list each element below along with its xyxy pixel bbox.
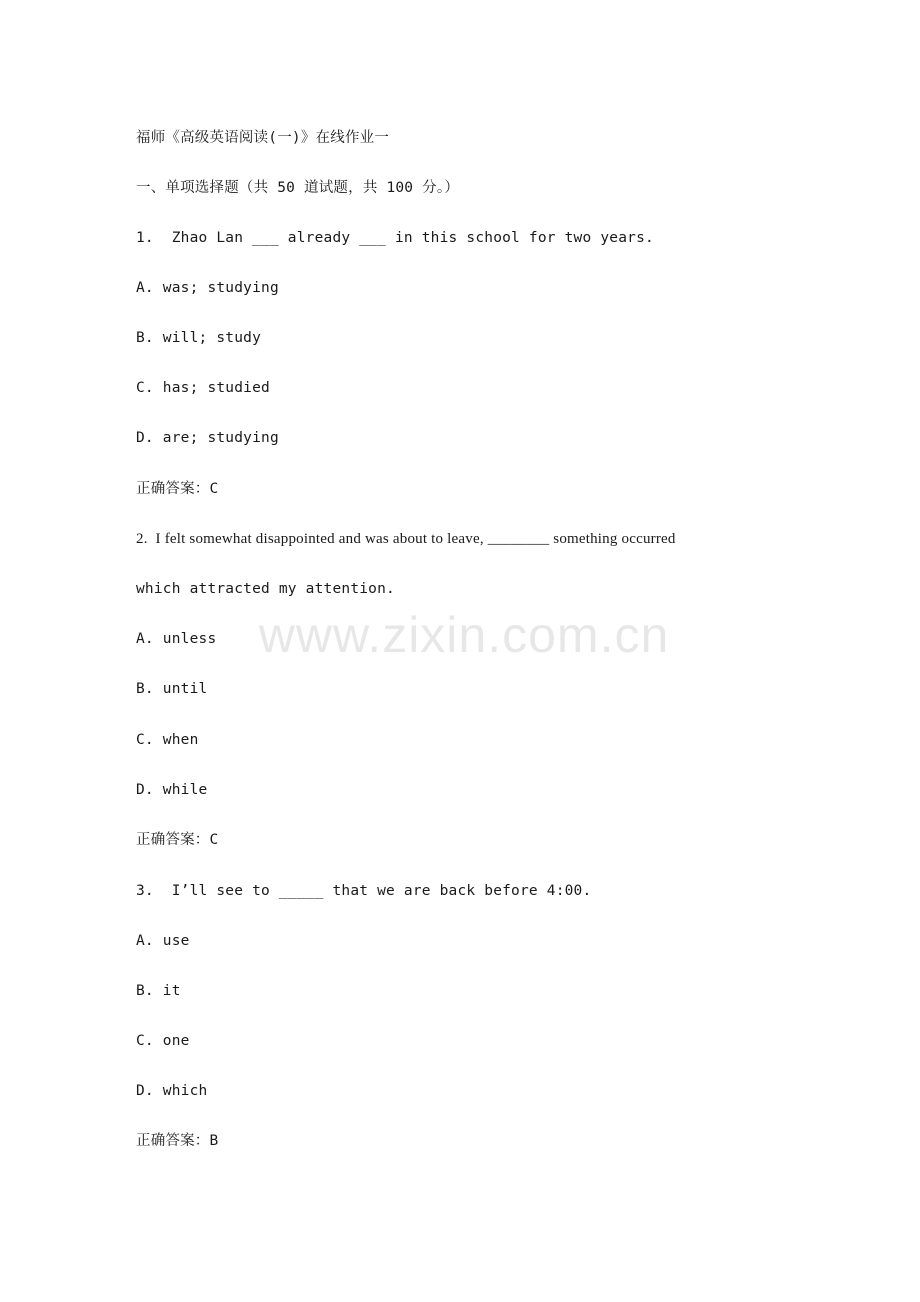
question-3-option-b: B. it [136, 983, 181, 999]
question-1-option-d: D. are; studying [136, 430, 279, 446]
question-1-stem: 1. Zhao Lan ___ already ___ in this school for two years. [136, 230, 654, 246]
question-2-option-a: A. unless [136, 631, 217, 647]
question-1-answer: 正确答案：C [136, 481, 219, 497]
question-3-option-c: C. one [136, 1033, 190, 1049]
question-2-answer: 正确答案：C [136, 832, 219, 848]
question-1-option-c: C. has; studied [136, 380, 270, 396]
question-1-option-a: A. was; studying [136, 280, 279, 296]
question-1-option-b: B. will; study [136, 330, 262, 346]
question-3-answer: 正确答案：B [136, 1133, 219, 1149]
question-2-option-c: C. when [136, 732, 199, 748]
question-3-option-a: A. use [136, 933, 190, 949]
question-2-option-b: B. until [136, 681, 208, 697]
question-2-option-d: D. while [136, 782, 208, 798]
question-2-stem: 2. I felt somewhat disappointed and was about to leave, ________ something occurred [136, 531, 676, 547]
watermark-text: www.zixin.com.cn [258, 607, 670, 663]
document-title: 福师《高级英语阅读(一)》在线作业一 [136, 130, 390, 146]
section-heading: 一、单项选择题（共 50 道试题，共 100 分。） [136, 180, 460, 196]
question-3-stem: 3. I’ll see to _____ that we are back before 4:00. [136, 883, 592, 899]
question-2-stem-continued: which attracted my attention. [136, 581, 395, 597]
question-3-option-d: D. which [136, 1083, 208, 1099]
